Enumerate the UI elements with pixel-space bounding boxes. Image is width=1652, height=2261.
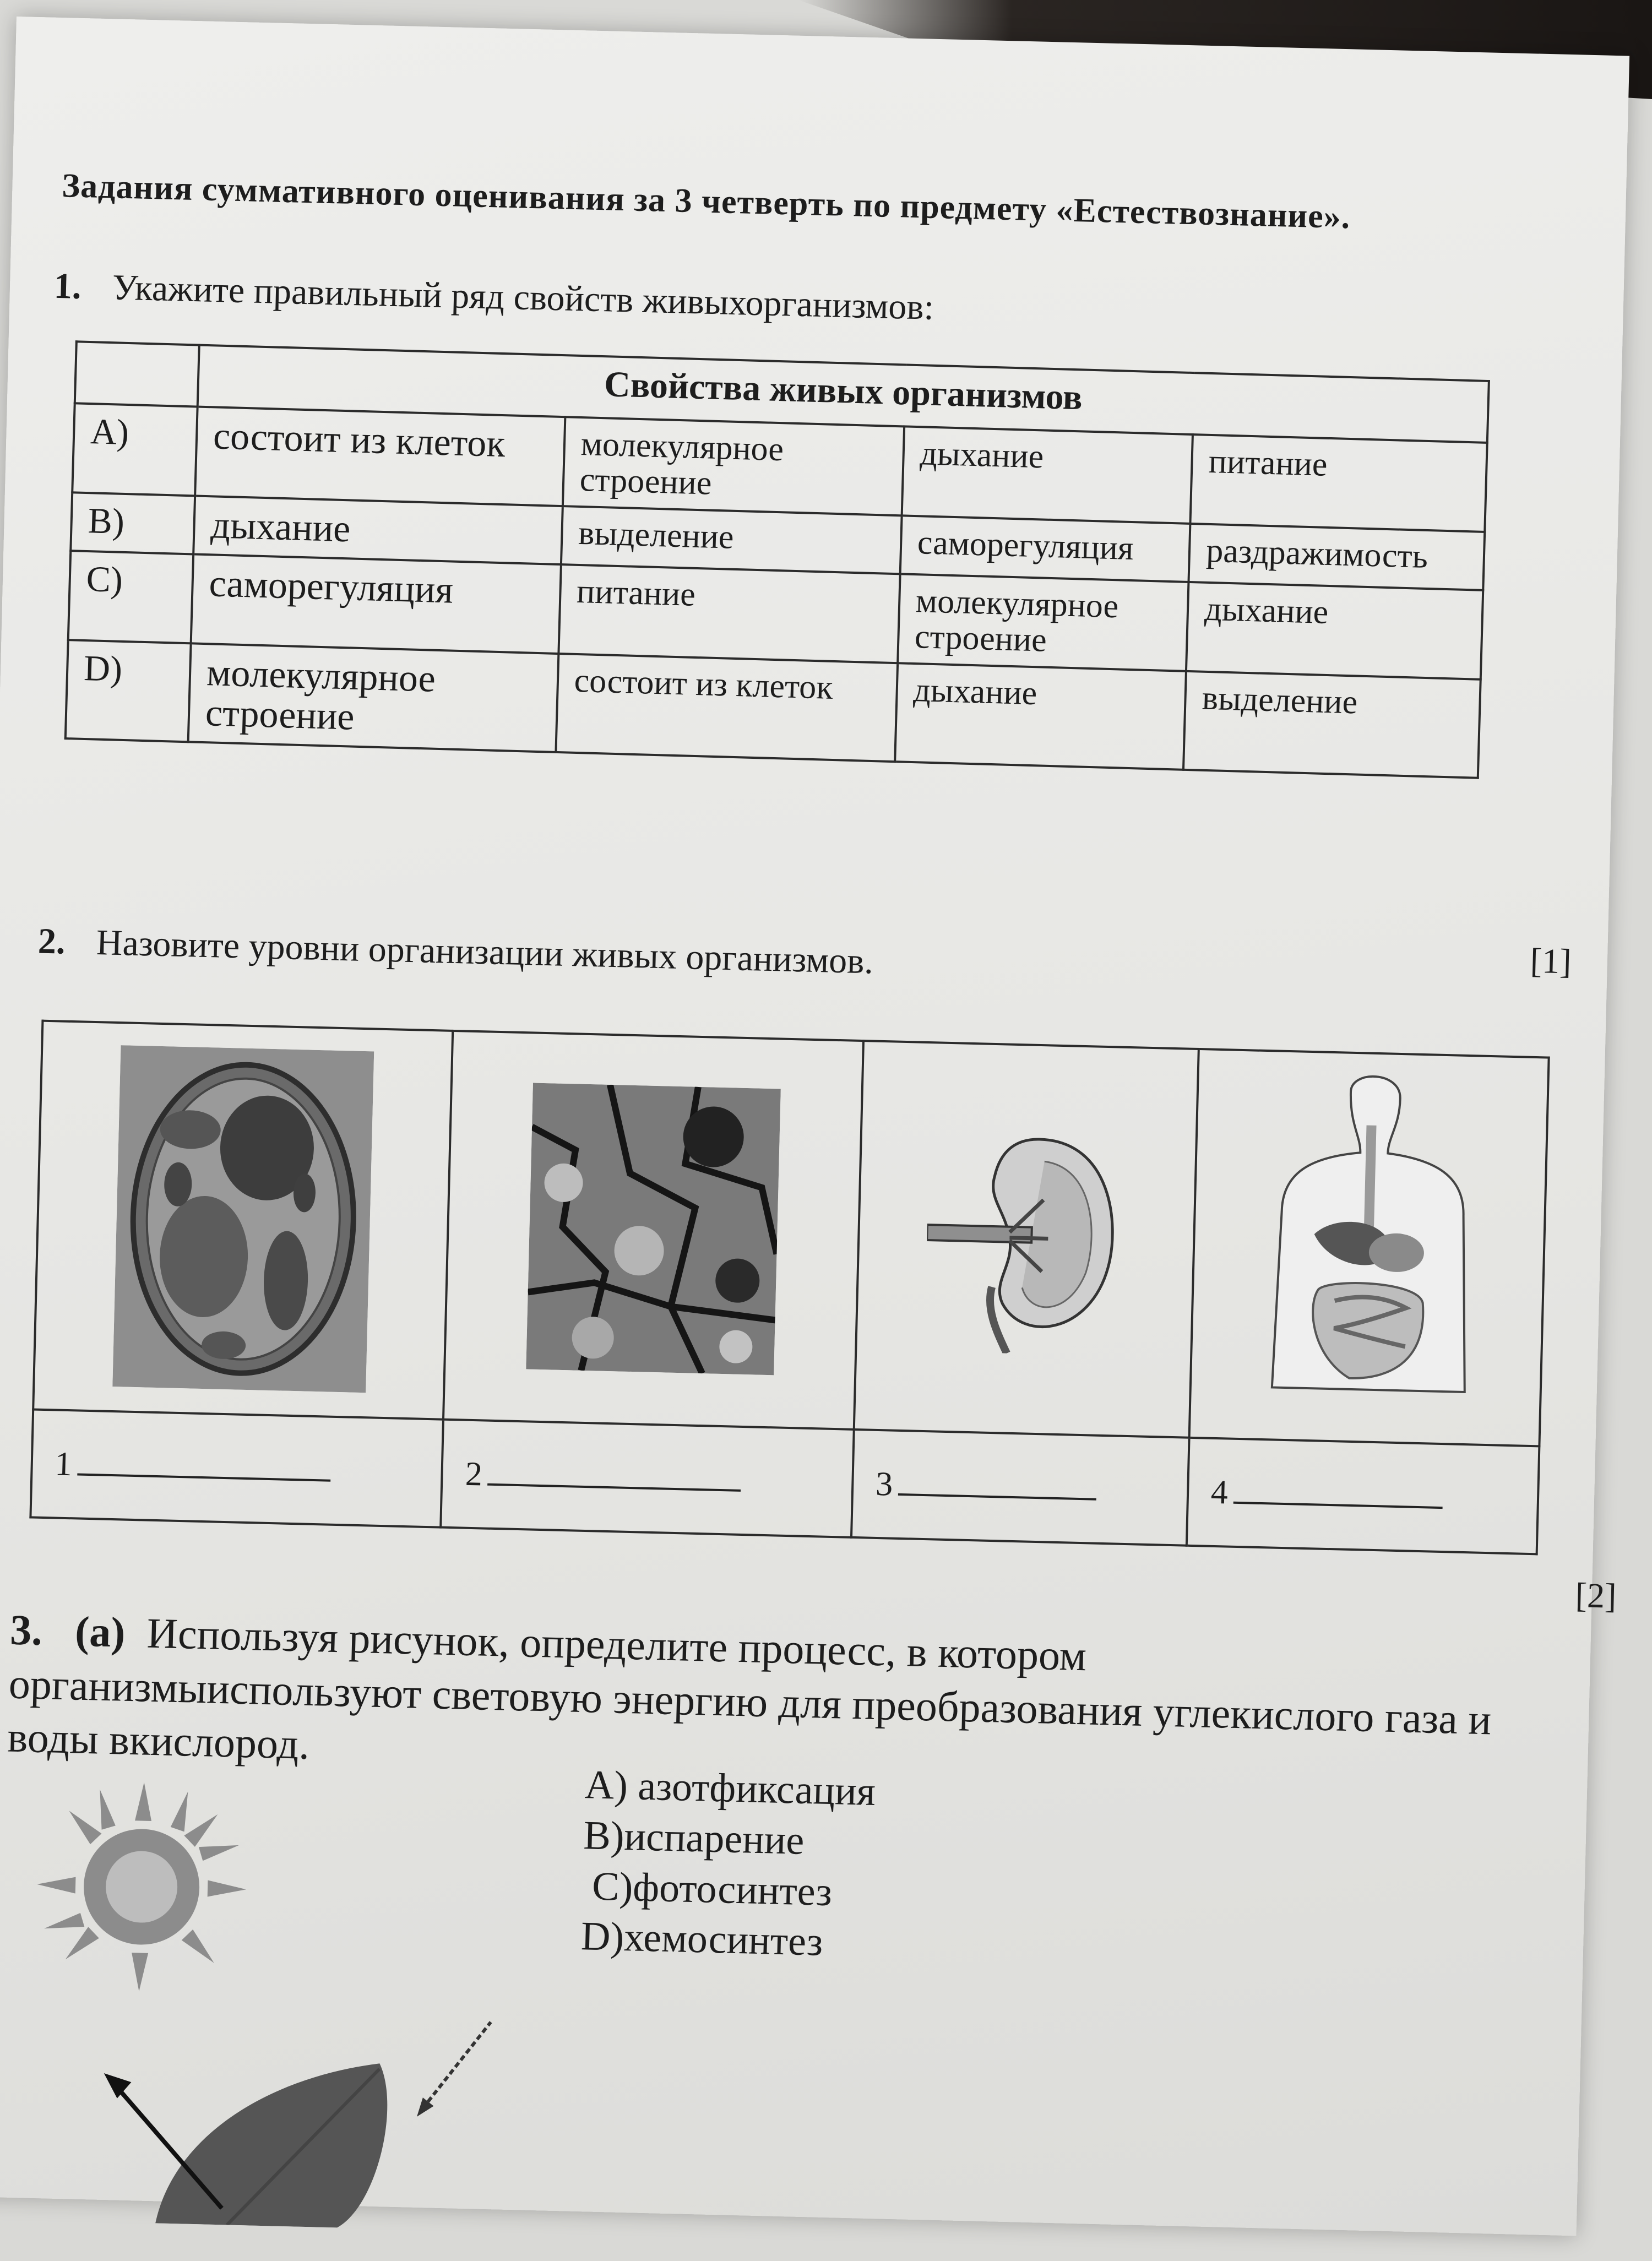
option-label: B): [70, 492, 195, 554]
table-header: Свойства живых организмов: [198, 345, 1489, 443]
table-cell: дыхание: [895, 663, 1186, 770]
table-cell: питание: [558, 564, 900, 663]
kidney-organ-illustration: [925, 1120, 1128, 1356]
table-cell: дыхание: [193, 496, 562, 564]
answer-line[interactable]: [488, 1483, 741, 1491]
sun-icon: [34, 1780, 248, 1997]
leaf-illustration: [89, 1991, 513, 2235]
tissue-illustration: [526, 1083, 781, 1375]
plant-cell-illustration: [112, 1045, 374, 1393]
option-b[interactable]: B)испарение: [583, 1812, 805, 1863]
answer-blank-3[interactable]: [851, 1430, 1189, 1546]
answer-options: [580, 1760, 876, 1969]
question-2: [37, 920, 874, 982]
image-cell-2: [443, 1031, 863, 1430]
option-label: C): [68, 551, 193, 643]
blank-number: 4: [1210, 1473, 1229, 1512]
digestive-system-illustration: [1249, 1067, 1489, 1425]
image-cell-4: [1189, 1049, 1548, 1446]
table-cell: состоит из клеток: [556, 654, 898, 762]
option-d[interactable]: D)хемосинтез: [580, 1914, 824, 1965]
question-3-number: 3.: [9, 1605, 43, 1655]
blank-number: 1: [54, 1445, 73, 1483]
table-cell: выделение: [561, 506, 902, 574]
question-1: [53, 265, 934, 329]
option-c[interactable]: C)фотосинтез: [591, 1863, 833, 1915]
question-3-text: Используя рисунок, определите процесс, в котором организмыиспользуют световую энергию для преобразования углекислого газа и воды вкислород.: [7, 1608, 1492, 1768]
table-cell: питание: [1191, 434, 1487, 532]
table-cell: раздражимость: [1189, 524, 1485, 590]
image-cell-3: [854, 1041, 1199, 1438]
properties-table: [64, 340, 1490, 779]
answer-blank-1[interactable]: [30, 1409, 443, 1527]
answer-blank-2[interactable]: [441, 1420, 854, 1537]
table-cell: дыхание: [901, 426, 1193, 524]
option-label: A): [72, 403, 197, 496]
question-2-mark: [2]: [1574, 1575, 1617, 1616]
table-cell: молекулярное строение: [188, 643, 558, 752]
answer-line[interactable]: [77, 1473, 330, 1481]
page-title: Задания суммативного оценивания за 3 четверть по предмету «Естествознание».: [61, 167, 1351, 236]
question-1-number: 1.: [53, 265, 82, 307]
table-cell: выделение: [1183, 671, 1480, 778]
answer-blank-4[interactable]: [1187, 1438, 1540, 1554]
question-1-text: Укажите правильный ряд свойств живыхорганизмов:: [112, 267, 934, 328]
table-corner-cell: [75, 341, 199, 406]
answer-line[interactable]: [898, 1493, 1096, 1500]
question-1-mark: [1]: [1530, 941, 1572, 981]
question-2-number: 2.: [37, 921, 66, 962]
blank-number: 2: [465, 1455, 483, 1493]
answer-line[interactable]: [1233, 1501, 1442, 1508]
question-2-text: Назовите уровни организации живых организмов.: [96, 922, 874, 982]
table-cell: саморегуляция: [900, 516, 1190, 582]
table-cell: состоит из клеток: [195, 407, 565, 507]
blank-number: 3: [875, 1465, 894, 1503]
organization-levels-table: [29, 1020, 1550, 1556]
table-cell: дыхание: [1186, 582, 1483, 680]
image-cell-1: [33, 1021, 453, 1420]
table-cell: саморегуляция: [191, 554, 561, 654]
table-cell: молекулярное строение: [898, 574, 1189, 671]
question-3-subpart: (a): [74, 1607, 126, 1656]
table-cell: молекулярное строение: [563, 417, 904, 515]
option-a[interactable]: A) азотфиксация: [584, 1762, 876, 1815]
option-label: D): [66, 640, 191, 742]
worksheet-page: [0, 17, 1629, 2236]
